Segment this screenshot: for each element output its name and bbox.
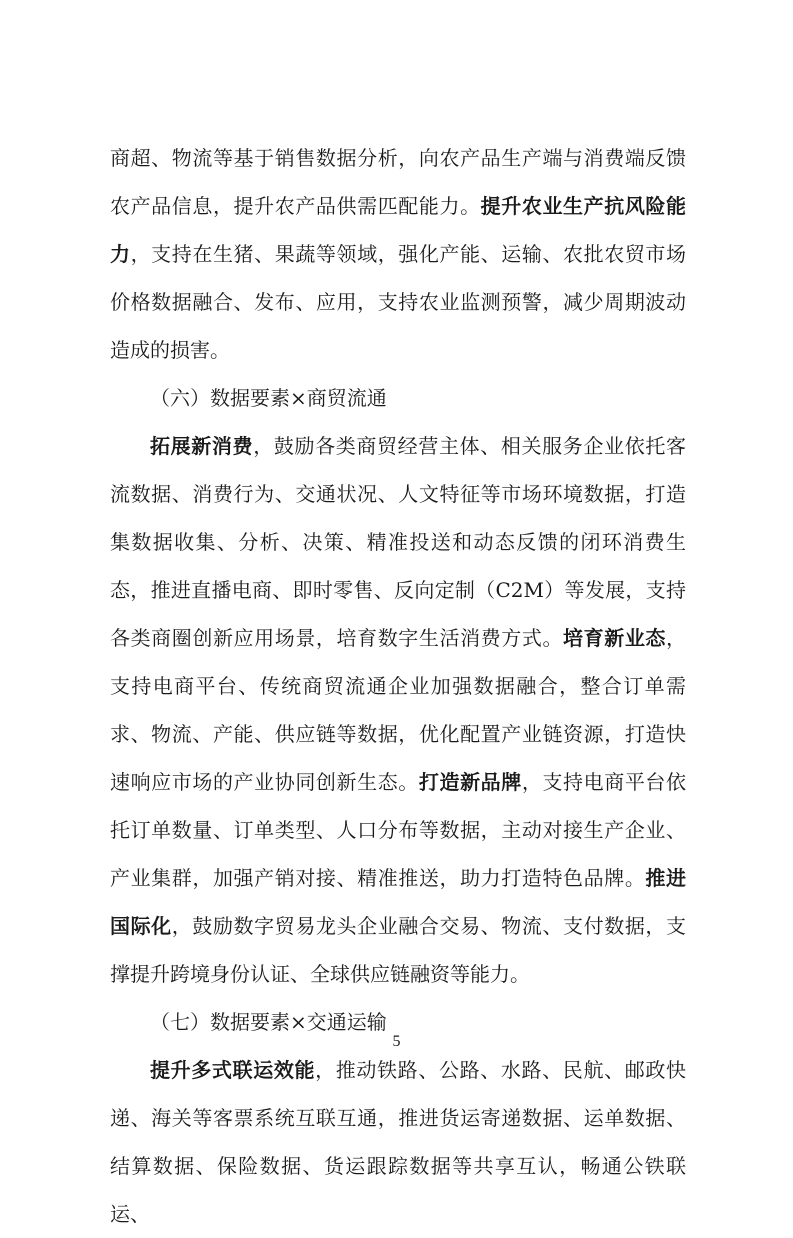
bold-phrase: 提升农业生产抗风险能力 bbox=[110, 194, 687, 266]
paragraph-text: ，支持电商平台、传统商贸流通企业加强数据融合，整合订单需求、物流、产能、供应链等数据，优化配置产业链资源，打造快速响应市场的产业协同创新生态。 bbox=[110, 626, 687, 794]
paragraph-commerce bbox=[110, 422, 686, 998]
bold-phrase: 提升多式联运效能 bbox=[150, 1058, 316, 1082]
document-body bbox=[110, 134, 686, 1238]
paragraph-text: ，推动铁路、公路、水路、民航、邮政快递、海关等客票系统互联互通，推进货运寄递数据、运单数据、结算数据、保险数据、货运跟踪数据等共享互认，畅通公铁联运、 bbox=[110, 1058, 687, 1226]
paragraph-transport bbox=[110, 1046, 686, 1238]
paragraph-text: ，鼓励各类商贸经营主体、相关服务企业依托客流数据、消费行为、交通状况、人文特征等市场环境数据，打造集数据收集、分析、决策、精准投送和动态反馈的闭环消费生态，推进直播电商、即时零售、反向定制（C2M）等发展，支持各类商圈创新应用场景，培育数字生活消费方式。 bbox=[110, 434, 687, 650]
page-number: 5 bbox=[392, 1033, 401, 1050]
paragraph-text: ，支持电商平台依托订单数量、订单类型、人口分布等数据，主动对接生产企业、产业集群，加强产销对接、精准推送，助力打造特色品牌。 bbox=[110, 770, 687, 890]
paragraph-text: ，鼓励数字贸易龙头企业融合交易、物流、支付数据，支撑提升跨境身份认证、全球供应链融资等能力。 bbox=[110, 914, 687, 986]
paragraph-agriculture-continued bbox=[110, 134, 686, 374]
bold-phrase: 拓展新消费 bbox=[150, 434, 254, 458]
paragraph-text: 商超、物流等基于销售数据分析，向农产品生产端与消费端反馈农产品信息，提升农产品供需匹配能力。 bbox=[110, 146, 686, 218]
section-heading-commerce: （六）数据要素×商贸流通 bbox=[150, 386, 387, 410]
section-heading-transport: （七）数据要素×交通运输 bbox=[150, 1010, 387, 1034]
bold-phrase: 打造新品牌 bbox=[418, 770, 522, 794]
bold-phrase: 培育新业态 bbox=[563, 626, 667, 650]
paragraph-text: ，支持在生猪、果蔬等领域，强化产能、运输、农批农贸市场价格数据融合、发布、应用，支持农业监测预警，减少周期波动造成的损害。 bbox=[110, 242, 687, 362]
bold-phrase: 推进国际化 bbox=[110, 866, 687, 938]
